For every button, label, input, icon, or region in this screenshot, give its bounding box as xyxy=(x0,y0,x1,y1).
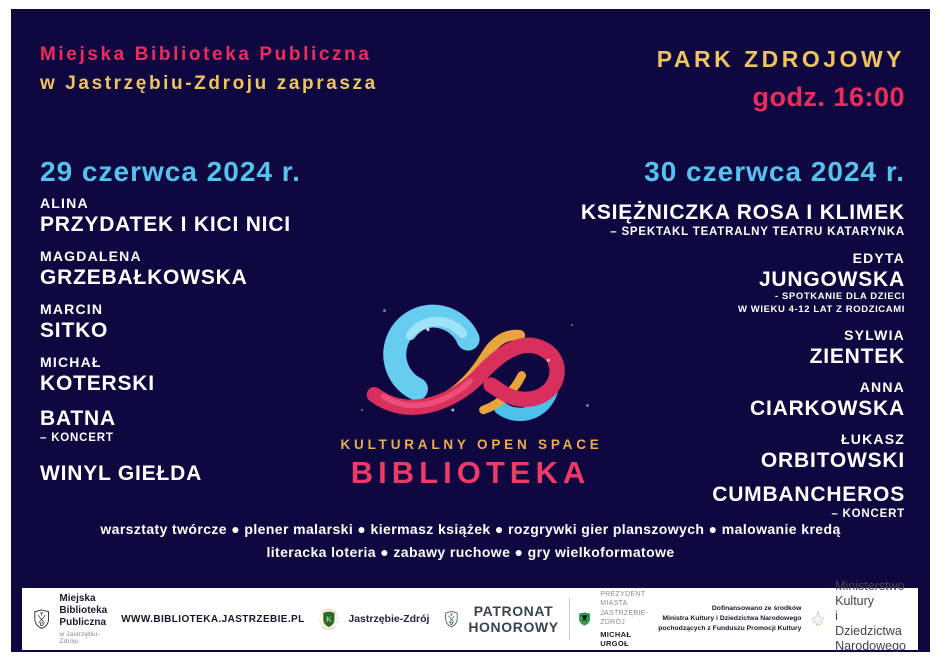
performer-main-name: PRZYDATEK I KICI NICI xyxy=(40,212,291,236)
president-title-line: PREZYDENT MIASTA xyxy=(600,591,646,608)
president-block xyxy=(600,590,648,647)
list-item xyxy=(40,354,385,395)
infinity-swirl-icon xyxy=(359,297,583,431)
footer-logos-bar xyxy=(22,578,918,652)
library-name-line: Miejska xyxy=(59,592,96,604)
library-name-line: Publiczna xyxy=(59,617,107,629)
library-website-url: WWW.BIBLIOTEKA.JASTRZEBIE.PL xyxy=(121,613,305,625)
organizer-invite: w Jastrzębiu-Zdroju zaprasza xyxy=(40,73,378,94)
performer-main-name: ORBITOWSKI xyxy=(760,448,905,472)
list-item xyxy=(40,407,385,445)
ministry-name-line: i Dziedzictwa Narodowego xyxy=(835,608,907,652)
ministry-block xyxy=(835,579,906,653)
logo-brand-name: BIBLIOTEKA xyxy=(350,455,591,490)
venue-name: PARK ZDROJOWY xyxy=(656,46,905,72)
funding-line: Dofinansowano ze środków xyxy=(711,605,802,613)
performer-first-name: MICHAŁ xyxy=(40,354,102,371)
performer-main-name: KOTERSKI xyxy=(40,371,155,395)
day1-performers-list xyxy=(40,195,385,497)
ministry-name-line: Ministerstwo Kultury xyxy=(835,578,905,608)
day2-performers-list xyxy=(560,201,905,533)
performer-note: - SPOTKANIE DLA DZIECI xyxy=(774,291,905,303)
kulturalny-open-space-logo xyxy=(341,297,601,491)
performer-main-name: WINYL GIEŁDA xyxy=(40,461,203,485)
performer-first-name: ALINA xyxy=(40,195,89,211)
performer-main-name: JUNGOWSKA xyxy=(758,267,905,291)
list-item xyxy=(560,379,905,420)
performer-first-name: SYLWIA xyxy=(844,327,905,344)
president-title-line: JASTRZĘBIE-ZDRÓJ xyxy=(600,609,649,626)
list-item xyxy=(560,201,905,239)
list-item xyxy=(560,483,905,521)
performer-first-name: MARCIN xyxy=(40,301,104,318)
library-name-line: Biblioteka xyxy=(59,604,108,616)
city-crest-icon xyxy=(319,594,339,644)
funding-line: Ministra Kultury i Dziedzictwa Narodowego xyxy=(662,615,802,623)
activities-line-1: warsztaty twórcze ● plener malarski ● kiermasz książek ● rozgrywki gier planszowych ● malowanie kredą xyxy=(100,521,841,537)
performer-first-name: MAGDALENA xyxy=(40,248,142,265)
funding-line: pochodzących z Funduszu Promocji Kultury xyxy=(658,624,802,632)
event-time: godz. 16:00 xyxy=(752,82,905,112)
performer-main-name: CIARKOWSKA xyxy=(750,396,905,420)
patronage-line: HONOROWY xyxy=(468,619,559,635)
performer-first-name: EDYTA xyxy=(852,250,905,267)
performer-note: W WIEKU 4-12 LAT Z RODZICAMI xyxy=(737,303,905,315)
performer-note: – KONCERT xyxy=(831,507,905,520)
activities-line-2: literacka loteria ● zabawy ruchowe ● gry wielkoformatowe xyxy=(266,544,675,560)
logo-tagline: KULTURALNY OPEN SPACE xyxy=(340,437,603,452)
poster-background xyxy=(11,9,930,652)
list-item xyxy=(560,431,905,472)
performer-main-name: BATNA xyxy=(40,407,116,431)
library-name-sub: w Jastrzębiu-Zdroju xyxy=(59,631,100,646)
library-shield-icon xyxy=(34,597,49,641)
list-item xyxy=(40,301,385,342)
performer-note: – KONCERT xyxy=(40,431,114,444)
city-name: Jastrzębie-Zdrój xyxy=(348,613,430,625)
performer-main-name: GRZEBAŁKOWSKA xyxy=(40,265,248,289)
organizer-header xyxy=(40,44,378,95)
patronage-line: PATRONAT xyxy=(473,602,554,619)
performer-main-name: CUMBANCHEROS xyxy=(712,483,905,507)
performer-main-name: SITKO xyxy=(40,318,109,342)
date-day2: 30 czerwca 2024 r. xyxy=(644,156,905,187)
list-item xyxy=(40,195,385,236)
president-name: MICHAŁ URGOŁ xyxy=(600,629,632,648)
venue-header xyxy=(657,46,905,113)
activities-list xyxy=(11,521,930,567)
library-name-block xyxy=(59,593,107,646)
svg-text:K: K xyxy=(325,615,332,624)
patronage-label xyxy=(468,603,558,635)
list-item xyxy=(40,462,385,486)
performer-first-name: ANNA xyxy=(859,379,905,396)
performer-note: – SPEKTAKL TEATRALNY TEATRU KATARYNKA xyxy=(610,225,905,238)
performer-main-name: ZIENTEK xyxy=(809,344,905,368)
polish-eagle-icon xyxy=(811,600,825,638)
president-hawk-shield-icon xyxy=(579,603,590,635)
performer-main-name: KSIĘŻNICZKA ROSA I KLIMEK xyxy=(580,201,905,224)
list-item xyxy=(40,248,385,289)
performer-first-name: ŁUKASZ xyxy=(841,431,905,448)
list-item xyxy=(560,327,905,368)
patronage-shield-icon xyxy=(445,600,458,638)
funding-note xyxy=(658,604,801,634)
organizer-name: Miejska Biblioteka Publiczna xyxy=(40,44,372,65)
list-item xyxy=(560,250,905,316)
date-day1: 29 czerwca 2024 r. xyxy=(40,156,301,187)
